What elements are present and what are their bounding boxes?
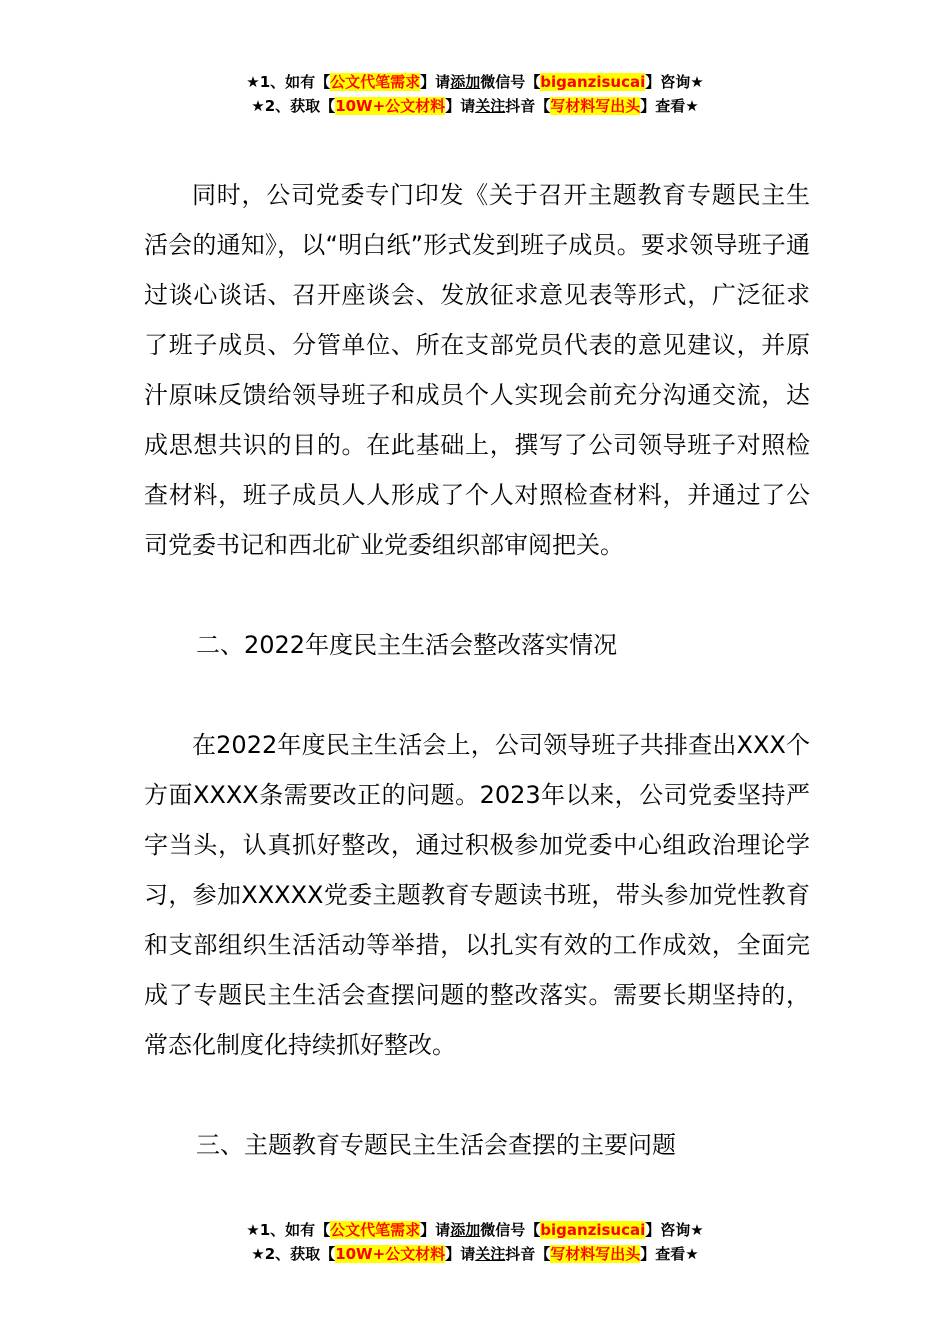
banner-text: ★1、如有【 (246, 1221, 331, 1239)
banner-text: 微信号【 (480, 1221, 541, 1239)
banner-underlined: 添加 (450, 1221, 481, 1239)
highlight-wechat-id: biganzisucai (540, 1221, 646, 1239)
highlight-douyin-account: 写材料写出头 (550, 97, 641, 115)
section-heading-3: 三、主题教育专题民主生活会查摆的主要问题 (196, 1131, 676, 1159)
highlight-materials: 10W+公文材料 (335, 1245, 446, 1263)
spacer (144, 670, 810, 720)
section-heading-2: 二、2022年度民主生活会整改落实情况 (196, 631, 618, 659)
footer-banner (0, 1218, 950, 1266)
paragraph-meeting-preparation: 同时，公司党委专门印发《关于召开主题教育专题民主生活会的通知》，以“明白纸”形式发到班子成员。要求领导班子通过谈心谈话、召开座谈会、发放征求意见表等形式，广泛征求了班子成员、分管单位、所在支部党员代表的意见建议，并原汁原味反馈给领导班子和成员个人实现会前充分沟通交流，达成思想共识的目的。在此基础上，撰写了公司领导班子对照检查材料，班子成员人人形成了个人对照检查材料，并通过了公司党委书记和西北矿业党委组织部审阅把关。 (144, 181, 810, 559)
banner-text: 】咨询★ (645, 1221, 704, 1239)
banner-text: 】请 (445, 1245, 476, 1263)
highlight-service: 公文代笔需求 (330, 73, 421, 91)
banner-text: 】请 (420, 73, 451, 91)
banner-text: 】查看★ (640, 1245, 699, 1263)
banner-text: 抖音【 (505, 1245, 551, 1263)
highlight-wechat-id: biganzisucai (540, 73, 646, 91)
banner-underlined: 关注 (475, 1245, 506, 1263)
document-body (144, 170, 810, 1170)
banner-line-1 (0, 1218, 950, 1242)
banner-text: 】咨询★ (645, 73, 704, 91)
highlight-service: 公文代笔需求 (330, 1221, 421, 1239)
banner-text: ★2、获取【 (251, 1245, 336, 1263)
banner-underlined: 关注 (475, 97, 506, 115)
highlight-douyin-account: 写材料写出头 (550, 1245, 641, 1263)
header-banner (0, 70, 950, 118)
banner-text: 】请 (445, 97, 476, 115)
spacer (144, 1070, 810, 1120)
banner-text: ★2、获取【 (251, 97, 336, 115)
highlight-materials: 10W+公文材料 (335, 97, 446, 115)
banner-line-2 (0, 1242, 950, 1266)
banner-text: 】请 (420, 1221, 451, 1239)
banner-text: 抖音【 (505, 97, 551, 115)
banner-line-1 (0, 70, 950, 94)
banner-text: 微信号【 (480, 73, 541, 91)
paragraph-rectification: 在2022年度民主生活会上，公司领导班子共排查出XXX个方面XXXX条需要改正的问题。2023年以来，公司党委坚持严字当头，认真抓好整改，通过积极参加党委中心组政治理论学习，参加XXXXX党委主题教育专题读书班，带头参加党性教育和支部组织生活活动等举措，以扎实有效的工作成效，全面完成了专题民主生活会查摆问题的整改落实。需要长期坚持的，常态化制度化持续抓好整改。 (144, 731, 810, 1059)
spacer (144, 570, 810, 620)
banner-text: 】查看★ (640, 97, 699, 115)
banner-text: ★1、如有【 (246, 73, 331, 91)
banner-line-2 (0, 94, 950, 118)
banner-underlined: 添加 (450, 73, 481, 91)
